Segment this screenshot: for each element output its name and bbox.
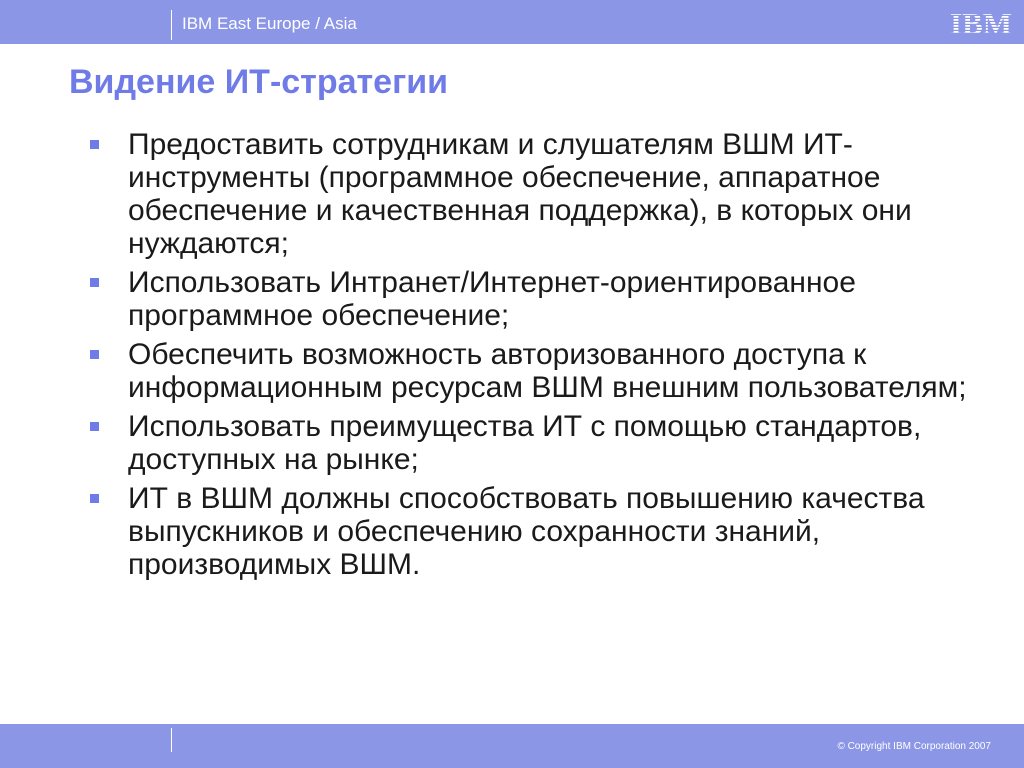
bullet-item — [0, 482, 1024, 581]
header-bar — [0, 0, 1024, 44]
bullet-square-icon — [90, 494, 99, 503]
bullet-item — [0, 410, 1024, 476]
bullet-text: Использовать преимущества ИТ с помощью стандартов, доступных на рынке; — [128, 410, 922, 476]
bullet-list — [0, 128, 1024, 587]
header-divider — [171, 10, 172, 40]
bullet-square-icon — [90, 350, 99, 359]
bullet-item — [0, 338, 1024, 404]
bullet-square-icon — [90, 278, 99, 287]
ibm-logo-text: IBM — [950, 7, 1012, 37]
slide-title: Видение ИТ-стратегии — [69, 63, 449, 101]
bullet-item — [0, 128, 1024, 260]
bullet-square-icon — [90, 140, 99, 149]
footer-divider — [171, 728, 172, 752]
bullet-text: ИТ в ВШМ должны способствовать повышению качества выпускников и обеспечению сохранности знаний, производимых ВШМ. — [128, 482, 925, 581]
bullet-item — [0, 266, 1024, 332]
copyright-text: © Copyright IBM Corporation 2007 — [837, 741, 991, 752]
bullet-square-icon — [90, 422, 99, 431]
bullet-text: Обеспечить возможность авторизованного доступа к информационным ресурсам ВШМ внешним пользователям; — [128, 338, 967, 404]
ibm-logo — [944, 7, 1018, 37]
bullet-text: Предоставить сотрудникам и слушателям ВШМ ИТ-инструменты (программное обеспечение, аппаратное обеспечение и качественная поддержка), в которых они нуждаются; — [128, 128, 912, 260]
bullet-text: Использовать Интранет/Интернет-ориентированное программное обеспечение; — [128, 266, 856, 332]
footer-bar — [0, 724, 1024, 768]
org-label: IBM East Europe / Asia — [182, 14, 357, 33]
